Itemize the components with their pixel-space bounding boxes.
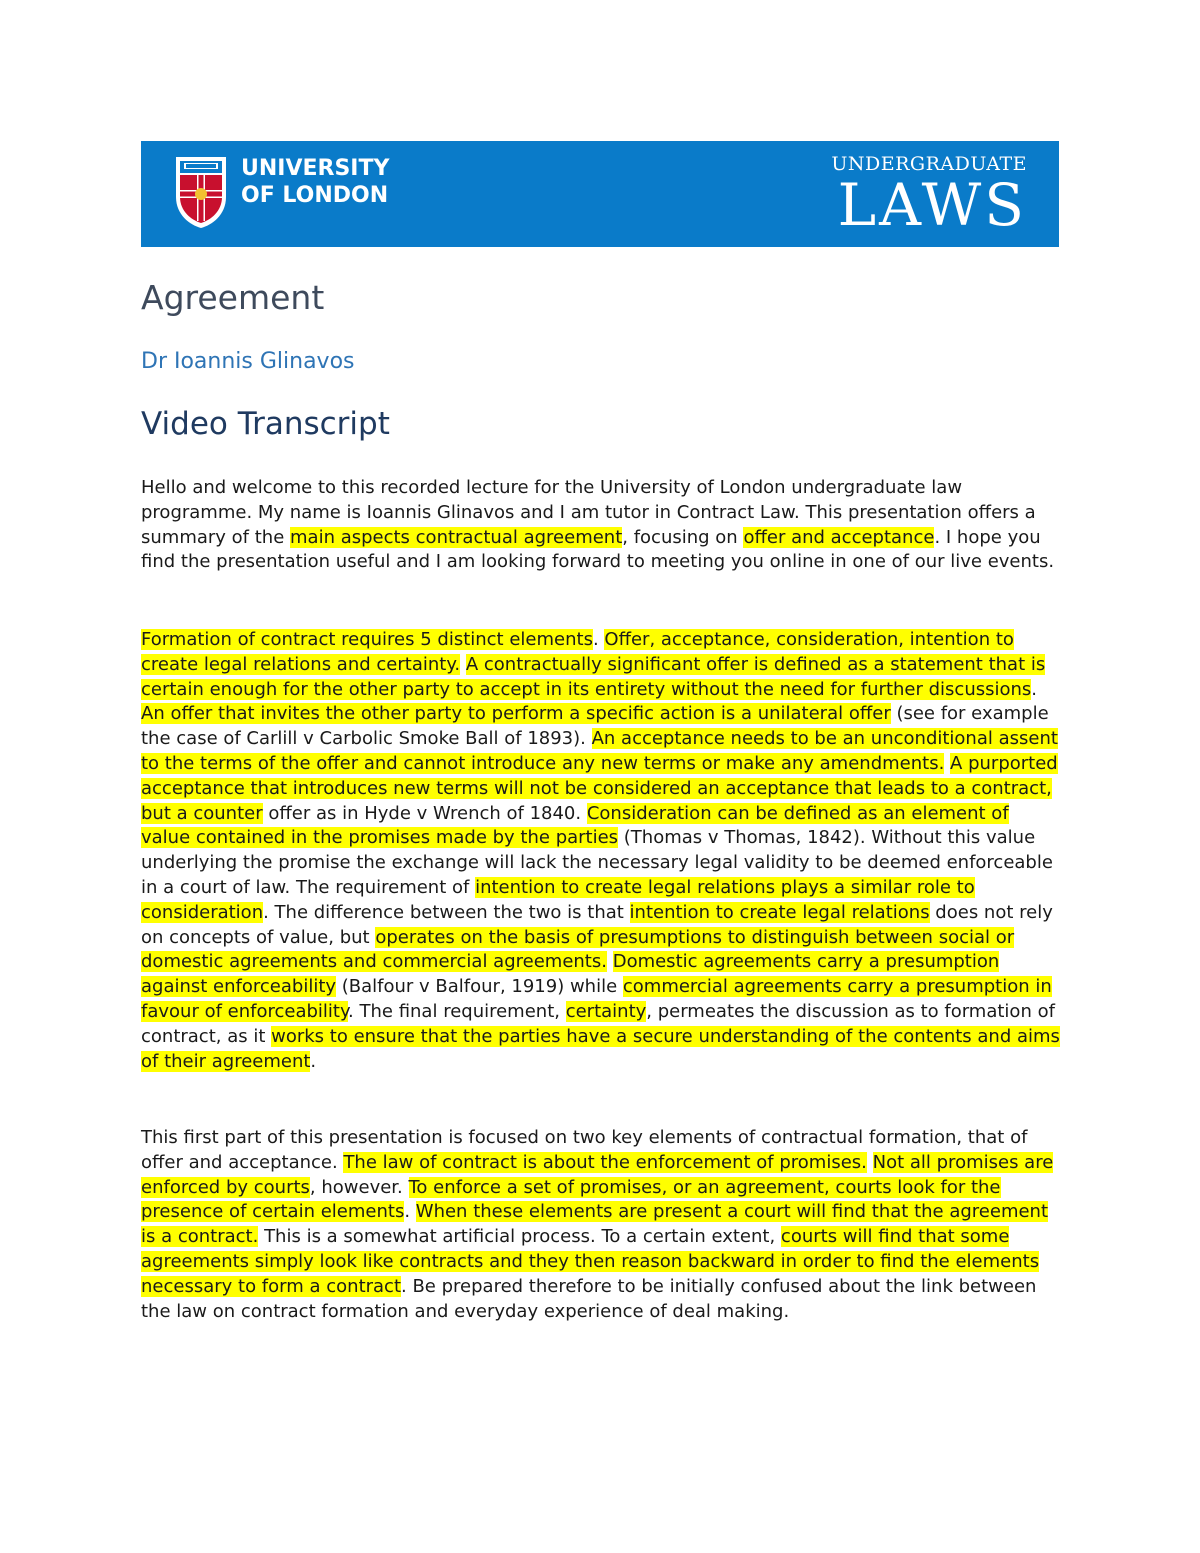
text-segment: .	[592, 629, 605, 650]
transcript-paragraph-1	[141, 476, 1063, 575]
text-segment: . Be prepared therefore to be initially confused about the link between the law on contract formation and everyday experience of deal making.	[141, 1275, 1037, 1322]
text-segment	[460, 654, 466, 675]
highlighted-text: Domestic agreements carry a presumption against enforceability	[141, 951, 1000, 998]
highlighted-text: Formation of contract requires 5 distinct elements	[141, 629, 593, 650]
text-segment: .	[1031, 678, 1038, 700]
text-segment: .	[310, 1050, 317, 1072]
highlighted-text: A purported acceptance that introduces new terms will not be considered an acceptance that leads to a contract, but a counter	[141, 752, 1058, 824]
highlighted-text: operates on the basis of presumptions to distinguish between social or domestic agreements and commercial agreements.	[141, 926, 1015, 973]
text-segment	[607, 951, 613, 972]
highlighted-text: courts will find that some agreements simply look like contracts and they then reason backward in order to find the elements necessary to form a contract	[141, 1226, 1040, 1297]
text-segment: . The final requirement,	[348, 1000, 566, 1022]
highlighted-text: The law of contract is about the enforcement of promises.	[343, 1151, 867, 1173]
transcript-paragraph-2	[141, 628, 1063, 1074]
highlighted-text: An acceptance needs to be an unconditional assent to the terms of the offer and cannot introduce any new terms or make any amendments.	[141, 728, 1058, 774]
highlighted-text: Consideration can be defined as an element of value contained in the promises made by the parties	[141, 802, 1009, 849]
text-segment: . I hope you find the presentation useful and I am looking forward to meeting you online in one of our live events.	[141, 526, 1055, 573]
highlighted-text: Not all promises are enforced by courts	[141, 1151, 1054, 1198]
document-title: Agreement	[141, 278, 325, 317]
highlighted-text: Offer, acceptance, consideration, intention to create legal relations and certainty.	[141, 629, 1014, 675]
transcript-paragraph-3	[141, 1126, 1063, 1324]
text-segment: , focusing on	[622, 526, 744, 548]
highlighted-text: To enforce a set of promises, or an agreement, courts look for the presence of certain elements	[141, 1176, 1001, 1223]
author-name: Dr Ioannis Glinavos	[141, 349, 355, 374]
text-segment: This is a somewhat artificial process. To a certain extent,	[258, 1226, 781, 1248]
text-segment: offer as in Hyde v Wrench of 1840.	[262, 802, 587, 824]
highlighted-text: An offer that invites the other party to perform a specific action is a unilateral offer	[141, 703, 891, 725]
highlighted-text: certainty	[565, 1000, 647, 1022]
text-segment	[867, 1152, 873, 1173]
highlighted-text: works to ensure that the parties have a secure understanding of the contents and aims of their agreement	[141, 1025, 1060, 1072]
header-banner	[141, 141, 1059, 247]
university-line2: OF LONDON	[241, 183, 389, 208]
section-title: Video Transcript	[141, 406, 390, 442]
text-segment: (Thomas v Thomas, 1842). Without this value underlying the promise the exchange will lack the necessary legal validity to be deemed enforceable in a court of law. The requirement of	[141, 827, 1053, 898]
text-segment: (Balfour v Balfour, 1919) while	[336, 976, 623, 998]
university-logo-text	[241, 155, 389, 209]
text-segment: . The difference between the two is that	[263, 901, 630, 923]
programme-line1: UNDERGRADUATE	[831, 153, 1027, 175]
programme-line2: LAWS	[837, 171, 1027, 239]
text-segment: This first part of this presentation is focused on two key elements of contractual formation, that of offer and acceptance.	[141, 1127, 1028, 1173]
programme-logo	[831, 153, 1027, 239]
text-segment: Hello and welcome to this recorded lecture for the University of London undergraduate law programme. My name is Ioannis Glinavos and I am tutor in Contract Law. This presentation offers a summary of the	[141, 477, 1036, 548]
text-segment: does not rely on concepts of value, but	[141, 901, 1053, 948]
text-segment: , permeates the discussion as to formation of contract, as it	[141, 1000, 1055, 1047]
highlighted-text: offer and acceptance	[743, 526, 935, 548]
highlighted-text: intention to create legal relations	[629, 901, 930, 923]
highlighted-text: When these elements are present a court will find that the agreement is a contract.	[141, 1201, 1049, 1248]
text-segment: , however.	[309, 1176, 409, 1198]
highlighted-text: A contractually significant offer is defined as a statement that is certain enough for the other party to accept in its entirety without the need for further discussions	[141, 653, 1046, 700]
university-crest-icon	[174, 155, 228, 229]
text-segment: (see for example the case of Carlill v Carbolic Smoke Ball of 1893).	[141, 703, 1049, 750]
highlighted-text: commercial agreements carry a presumption in favour of enforceability	[141, 976, 1052, 1022]
highlighted-text: intention to create legal relations plays a similar role to consideration	[141, 876, 975, 923]
highlighted-text: main aspects contractual agreement	[290, 526, 623, 548]
university-line1: UNIVERSITY	[241, 156, 390, 181]
text-segment: .	[404, 1201, 416, 1223]
